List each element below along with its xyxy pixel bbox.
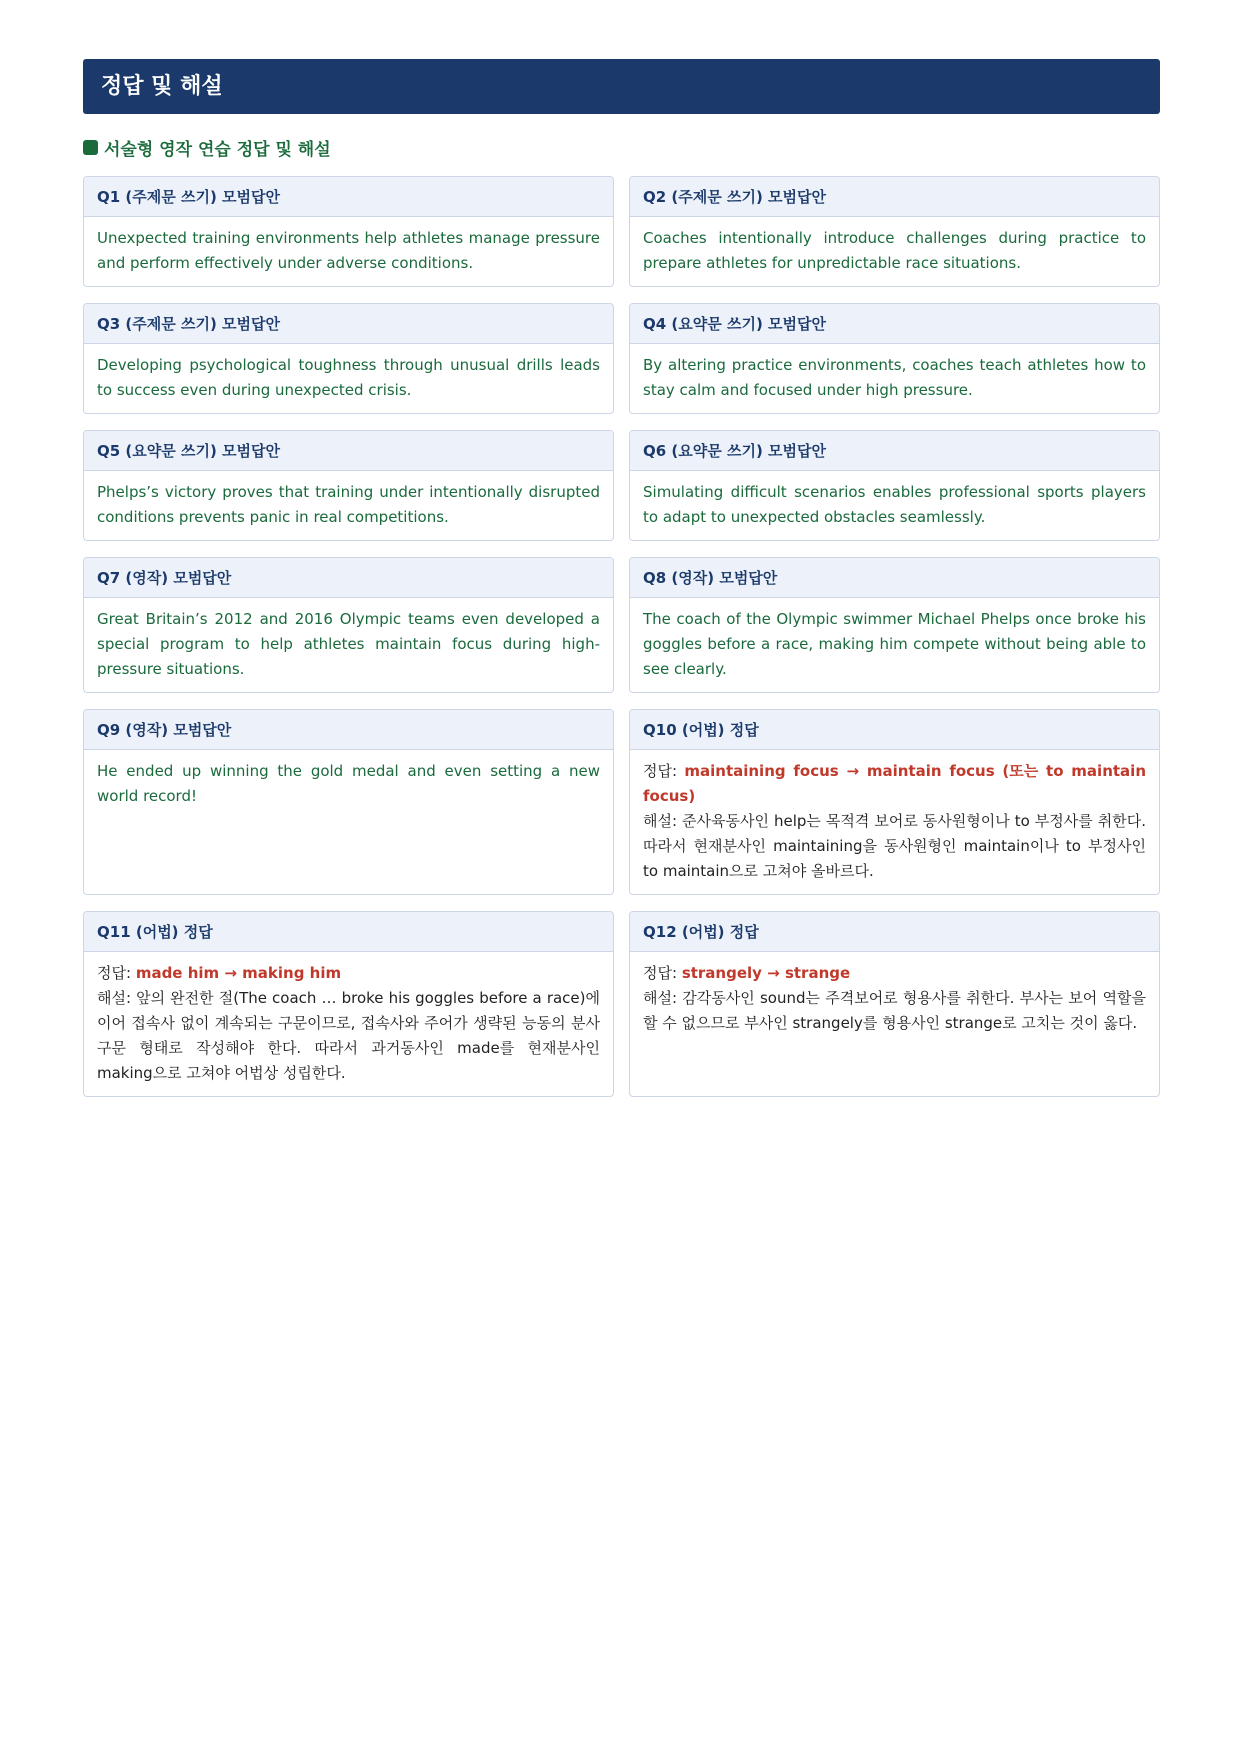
- answer-card-q4: [629, 303, 1160, 414]
- grammar-answer-body: [630, 750, 1159, 894]
- card-header: Q12 (어법) 정답: [630, 912, 1159, 952]
- page-title: 정답 및 해설: [83, 59, 1160, 114]
- answer-card-q10: [629, 709, 1160, 895]
- section-heading-label: 서술형 영작 연습 정답 및 해설: [104, 139, 331, 160]
- card-header: Q6 (요약문 쓰기) 모범답안: [630, 431, 1159, 471]
- card-header: Q10 (어법) 정답: [630, 710, 1159, 750]
- card-header: Q7 (영작) 모범답안: [84, 558, 613, 598]
- card-header: Q4 (요약문 쓰기) 모범답안: [630, 304, 1159, 344]
- card-header: Q1 (주제문 쓰기) 모범답안: [84, 177, 613, 217]
- card-header: Q2 (주제문 쓰기) 모범답안: [630, 177, 1159, 217]
- model-answer: He ended up winning the gold medal and even setting a new world record!: [97, 762, 600, 805]
- card-header: Q5 (요약문 쓰기) 모범답안: [84, 431, 613, 471]
- card-header: Q3 (주제문 쓰기) 모범답안: [84, 304, 613, 344]
- answer-label: 정답:: [643, 964, 682, 982]
- answer-label: 정답:: [643, 762, 685, 780]
- answer-label: 정답:: [97, 964, 136, 982]
- answer-card-q2: [629, 176, 1160, 287]
- section-heading: [83, 135, 331, 159]
- model-answer: Unexpected training environments help athletes manage pressure and perform effectively under adverse conditions.: [97, 229, 600, 272]
- card-header: Q11 (어법) 정답: [84, 912, 613, 952]
- answer-card-q12: [629, 911, 1160, 1097]
- model-answer: The coach of the Olympic swimmer Michael Phelps once broke his goggles before a race, making him compete without being able to see clearly.: [643, 610, 1146, 678]
- answer-card-q3: [83, 303, 614, 414]
- correct-answer: made him → making him: [135, 964, 342, 982]
- card-header: Q9 (영작) 모범답안: [84, 710, 613, 750]
- answer-card-q9: [83, 709, 614, 895]
- answer-card-q5: [83, 430, 614, 541]
- answer-card-q8: [629, 557, 1160, 693]
- model-answer: Simulating difficult scenarios enables professional sports players to adapt to unexpected obstacles seamlessly.: [643, 483, 1146, 526]
- answer-card-q7: [83, 557, 614, 693]
- model-answer: Developing psychological toughness through unusual drills leads to success even during unexpected crisis.: [97, 356, 600, 399]
- explanation-text: 해설: 준사육동사인 help는 목적격 보어로 동사원형이나 to 부정사를 취한다. 따라서 현재분사인 maintaining을 동사원형인 maintain이나 to 부정사인 to maintain으로 고쳐야 올바르다.: [643, 812, 1146, 880]
- section-marker-icon: [83, 140, 98, 155]
- explanation-text: 해설: 앞의 완전한 절(The coach … broke his goggles before a race)에 이어 접속사 없이 계속되는 구문이므로, 접속사와 주어가 생략된 능동의 분사구문 형태로 작성해야 한다. 따라서 과거동사인 made를 현재분사인 making으로 고쳐야 어법상 성립한다.: [97, 989, 600, 1082]
- correct-answer: maintaining focus → maintain focus (또는 to maintain focus): [643, 762, 1146, 805]
- model-answer: Great Britain’s 2012 and 2016 Olympic teams even developed a special program to help athletes maintain focus during high-pressure situations.: [97, 610, 600, 678]
- model-answer: Phelps’s victory proves that training under intentionally disrupted conditions prevents panic in real competitions.: [97, 483, 600, 526]
- model-answer: By altering practice environments, coaches teach athletes how to stay calm and focused under high pressure.: [643, 356, 1146, 399]
- grammar-answer-body: [630, 952, 1159, 1094]
- answer-grid: [83, 176, 1160, 1097]
- card-header: Q8 (영작) 모범답안: [630, 558, 1159, 598]
- answer-card-q11: [83, 911, 614, 1097]
- correct-answer: strangely → strange: [681, 964, 851, 982]
- model-answer: Coaches intentionally introduce challenges during practice to prepare athletes for unpredictable race situations.: [643, 229, 1146, 272]
- explanation-text: 해설: 감각동사인 sound는 주격보어로 형용사를 취한다. 부사는 보어 역할을 할 수 없으므로 부사인 strangely를 형용사인 strange로 고치는 것이 옳다.: [643, 989, 1146, 1032]
- grammar-answer-body: [84, 952, 613, 1096]
- answer-card-q1: [83, 176, 614, 287]
- answer-card-q6: [629, 430, 1160, 541]
